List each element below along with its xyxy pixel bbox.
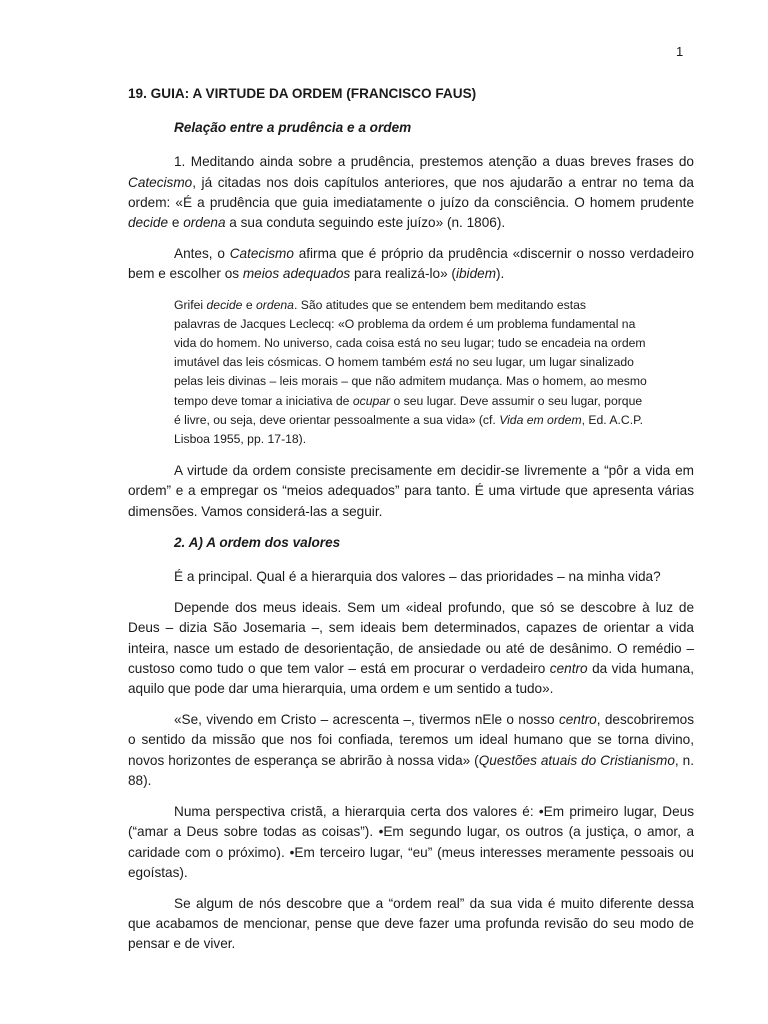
quote-line: pelas leis divinas – leis morais – que não admitem mudança. Mas o homem, ao mesmo	[174, 374, 647, 389]
paragraph-4: É a principal. Qual é a hierarquia dos valores – das prioridades – na minha vida?	[174, 569, 661, 585]
chapter-heading: 19. GUIA: A VIRTUDE DA ORDEM (FRANCISCO FAUS)	[128, 86, 477, 101]
quote-line: palavras de Jacques Leclecq: «O problema da ordem é um problema fundamental na	[174, 316, 636, 331]
section-subheading: Relação entre a prudência e a ordem	[174, 120, 412, 136]
quote-line: é livre, ou seja, deve orientar pessoalmente a sua vida» (cf. Vida em ordem, Ed. A.C.P.	[174, 412, 644, 427]
quote-line: vida do homem. No universo, cada coisa está no seu lugar; tudo se encadeia na ordem	[174, 336, 646, 351]
quote-line: imutável das leis cósmicas. O homem também está no seu lugar, um lugar sinalizado	[174, 355, 634, 370]
paragraph-2: Antes, o Catecismo afirma que é próprio da prudência «discernir o nosso verdadeiro bem e escolher os meios adequados para realizá-lo» (ibidem).	[128, 246, 694, 282]
paragraph-5: Depende dos meus ideais. Sem um «ideal profundo, que só se descobre à luz de Deus – dizia São Josemaria –, sem ideais bem determinados, capazes de orientar a vida inteira, nasce um estado de desorientação, de ansiedade ou até de desânimo. O remédio – custoso como tudo o que tem valor – está em procurar o verdadeiro centro da vida humana, aquilo que pode dar uma hierarquia, uma ordem e um sentido a tudo».	[128, 600, 694, 697]
paragraph-1: 1. Meditando ainda sobre a prudência, prestemos atenção a duas breves frases do Catecismo, já citadas nos dois capítulos anteriores, que nos ajudarão a entrar no tema da ordem: «É a prudência que guia imediatamente o juízo da consciência. O homem prudente decide e ordena a sua conduta seguindo este juízo» (n. 1806).	[128, 154, 694, 231]
paragraph-3: A virtude da ordem consiste precisamente em decidir-se livremente a “pôr a vida em ordem” e a empregar os “meios adequados” para tanto. É uma virtude que apresenta várias dimensões. Vamos considerá-las a seguir.	[128, 463, 694, 519]
paragraph-7: Numa perspectiva cristã, a hierarquia certa dos valores é: •Em primeiro lugar, Deus (“amar a Deus sobre todas as coisas”). •Em segundo lugar, os outros (a justiça, o amor, a caridade com o próximo). •Em terceiro lugar, “eu” (meus interesses meramente pessoais ou egoístas).	[128, 804, 694, 880]
paragraph-8: Se algum de nós descobre que a “ordem real” da sua vida é muito diferente dessa que acabamos de mencionar, pense que deve fazer uma profunda revisão do seu modo de pensar e de viver.	[128, 895, 694, 952]
quote-line: Grifei decide e ordena. São atitudes que se entendem bem meditando estas	[174, 297, 586, 312]
block-quote	[174, 296, 684, 450]
page-number: 1	[676, 44, 684, 59]
section-subheading: 2. A) A ordem dos valores	[174, 534, 341, 550]
quote-line: Lisboa 1955, pp. 17-18).	[174, 432, 307, 447]
paragraph-6: «Se, vivendo em Cristo – acrescenta –, tivermos nEle o nosso centro, descobriremos o sentido da missão que nos foi confiada, teremos um ideal humano que se torna divino, novos horizontes de esperança se abrirão à nossa vida» (Questões atuais do Cristianismo, n. 88).	[128, 712, 695, 788]
quote-line: tempo deve tomar a iniciativa de ocupar o seu lugar. Deve assumir o seu lugar, porque	[174, 393, 643, 408]
document-body	[128, 84, 694, 966]
